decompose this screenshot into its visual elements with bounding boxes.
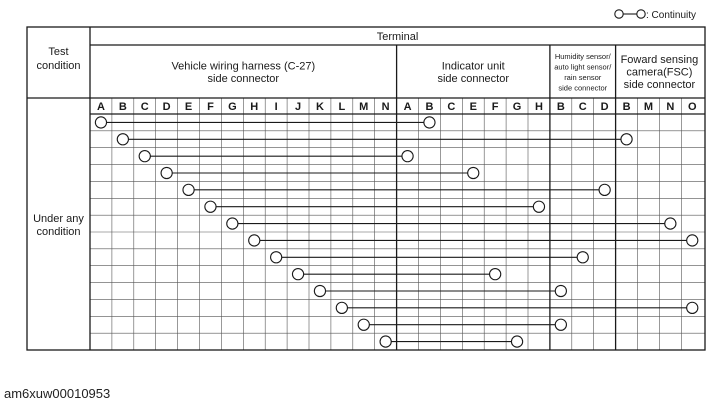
legend-label: : Continuity [646, 10, 697, 21]
continuity-end-circle-icon [687, 235, 698, 246]
column-letter-e: E [184, 101, 193, 113]
continuity-start-circle-icon [161, 167, 172, 178]
continuity-end-circle-icon [468, 167, 479, 178]
group-header-label: Foward sensing [620, 54, 699, 66]
column-letter-c: C [447, 101, 456, 113]
group-header-label: Humidity sensor/ [554, 51, 611, 61]
group-header-label: Vehicle wiring harness (C-27) [171, 60, 316, 73]
continuity-end-circle-icon [621, 134, 632, 145]
column-letter-n: N [666, 101, 675, 113]
test-condition-label: Test [48, 46, 69, 58]
continuity-start-circle-icon [183, 184, 194, 195]
continuity-end-circle-icon [402, 151, 413, 162]
continuity-start-circle-icon [314, 285, 325, 296]
group-header-label: auto light sensor/ [554, 62, 612, 72]
column-letter-h: H [534, 101, 543, 113]
column-letter-a: A [403, 101, 412, 113]
continuity-start-circle-icon [95, 117, 106, 128]
continuity-end-circle-icon [665, 218, 676, 229]
column-letter-a: A [96, 101, 105, 113]
column-letter-k: K [315, 101, 324, 113]
continuity-end-circle-icon [687, 302, 698, 313]
continuity-end-circle-icon [533, 201, 544, 212]
column-letter-b: B [622, 101, 631, 113]
column-letter-n: N [381, 101, 390, 113]
column-letter-m: M [643, 101, 654, 113]
column-letter-b: B [425, 101, 434, 113]
column-letter-b: B [118, 101, 127, 113]
continuity-start-circle-icon [271, 252, 282, 263]
legend-circle-right-icon [637, 10, 645, 18]
terminal-label: Terminal [376, 31, 419, 43]
column-letter-e: E [469, 101, 477, 113]
continuity-start-circle-icon [358, 319, 369, 330]
continuity-end-circle-icon [599, 184, 610, 195]
condition-label: Under any [33, 213, 84, 225]
group-header-label: rain sensor [564, 72, 602, 82]
image-caption: am6xuw00010953 [4, 386, 111, 401]
continuity-start-circle-icon [292, 269, 303, 280]
group-header-label: side connector [437, 72, 510, 85]
group-header-label: side connector [558, 83, 608, 93]
column-letter-l: L [338, 101, 346, 113]
column-letter-f: F [207, 101, 214, 113]
column-letter-c: C [578, 101, 587, 113]
continuity-end-circle-icon [490, 269, 501, 280]
group-header-label: camera(FSC) [626, 66, 693, 79]
column-letter-f: F [491, 101, 499, 113]
column-letter-o: O [687, 101, 697, 113]
group-header-label: Indicator unit [441, 60, 505, 73]
continuity-start-circle-icon [249, 235, 260, 246]
continuity-start-circle-icon [205, 201, 216, 212]
column-letter-g: G [512, 101, 522, 113]
legend-circle-left-icon [615, 10, 623, 18]
column-letter-i: I [274, 101, 278, 113]
continuity-start-circle-icon [227, 218, 238, 229]
column-letter-b: B [556, 101, 565, 113]
continuity-end-circle-icon [555, 285, 566, 296]
test-condition-label: condition [36, 60, 81, 72]
continuity-start-circle-icon [139, 151, 150, 162]
group-header-label: side connector [207, 72, 280, 85]
column-letter-c: C [140, 101, 149, 113]
column-letter-m: M [359, 101, 369, 113]
continuity-end-circle-icon [424, 117, 435, 128]
column-letter-j: J [294, 101, 302, 113]
column-letter-h: H [250, 101, 259, 113]
continuity-start-circle-icon [380, 336, 391, 347]
continuity-start-circle-icon [117, 134, 128, 145]
continuity-start-circle-icon [336, 302, 347, 313]
condition-label: condition [36, 226, 81, 238]
continuity-end-circle-icon [511, 336, 522, 347]
continuity-end-circle-icon [555, 319, 566, 330]
column-letter-d: D [162, 101, 171, 113]
column-letter-g: G [228, 101, 237, 113]
column-letter-d: D [600, 101, 609, 113]
group-header-label: side connector [623, 79, 696, 91]
continuity-end-circle-icon [577, 252, 588, 263]
